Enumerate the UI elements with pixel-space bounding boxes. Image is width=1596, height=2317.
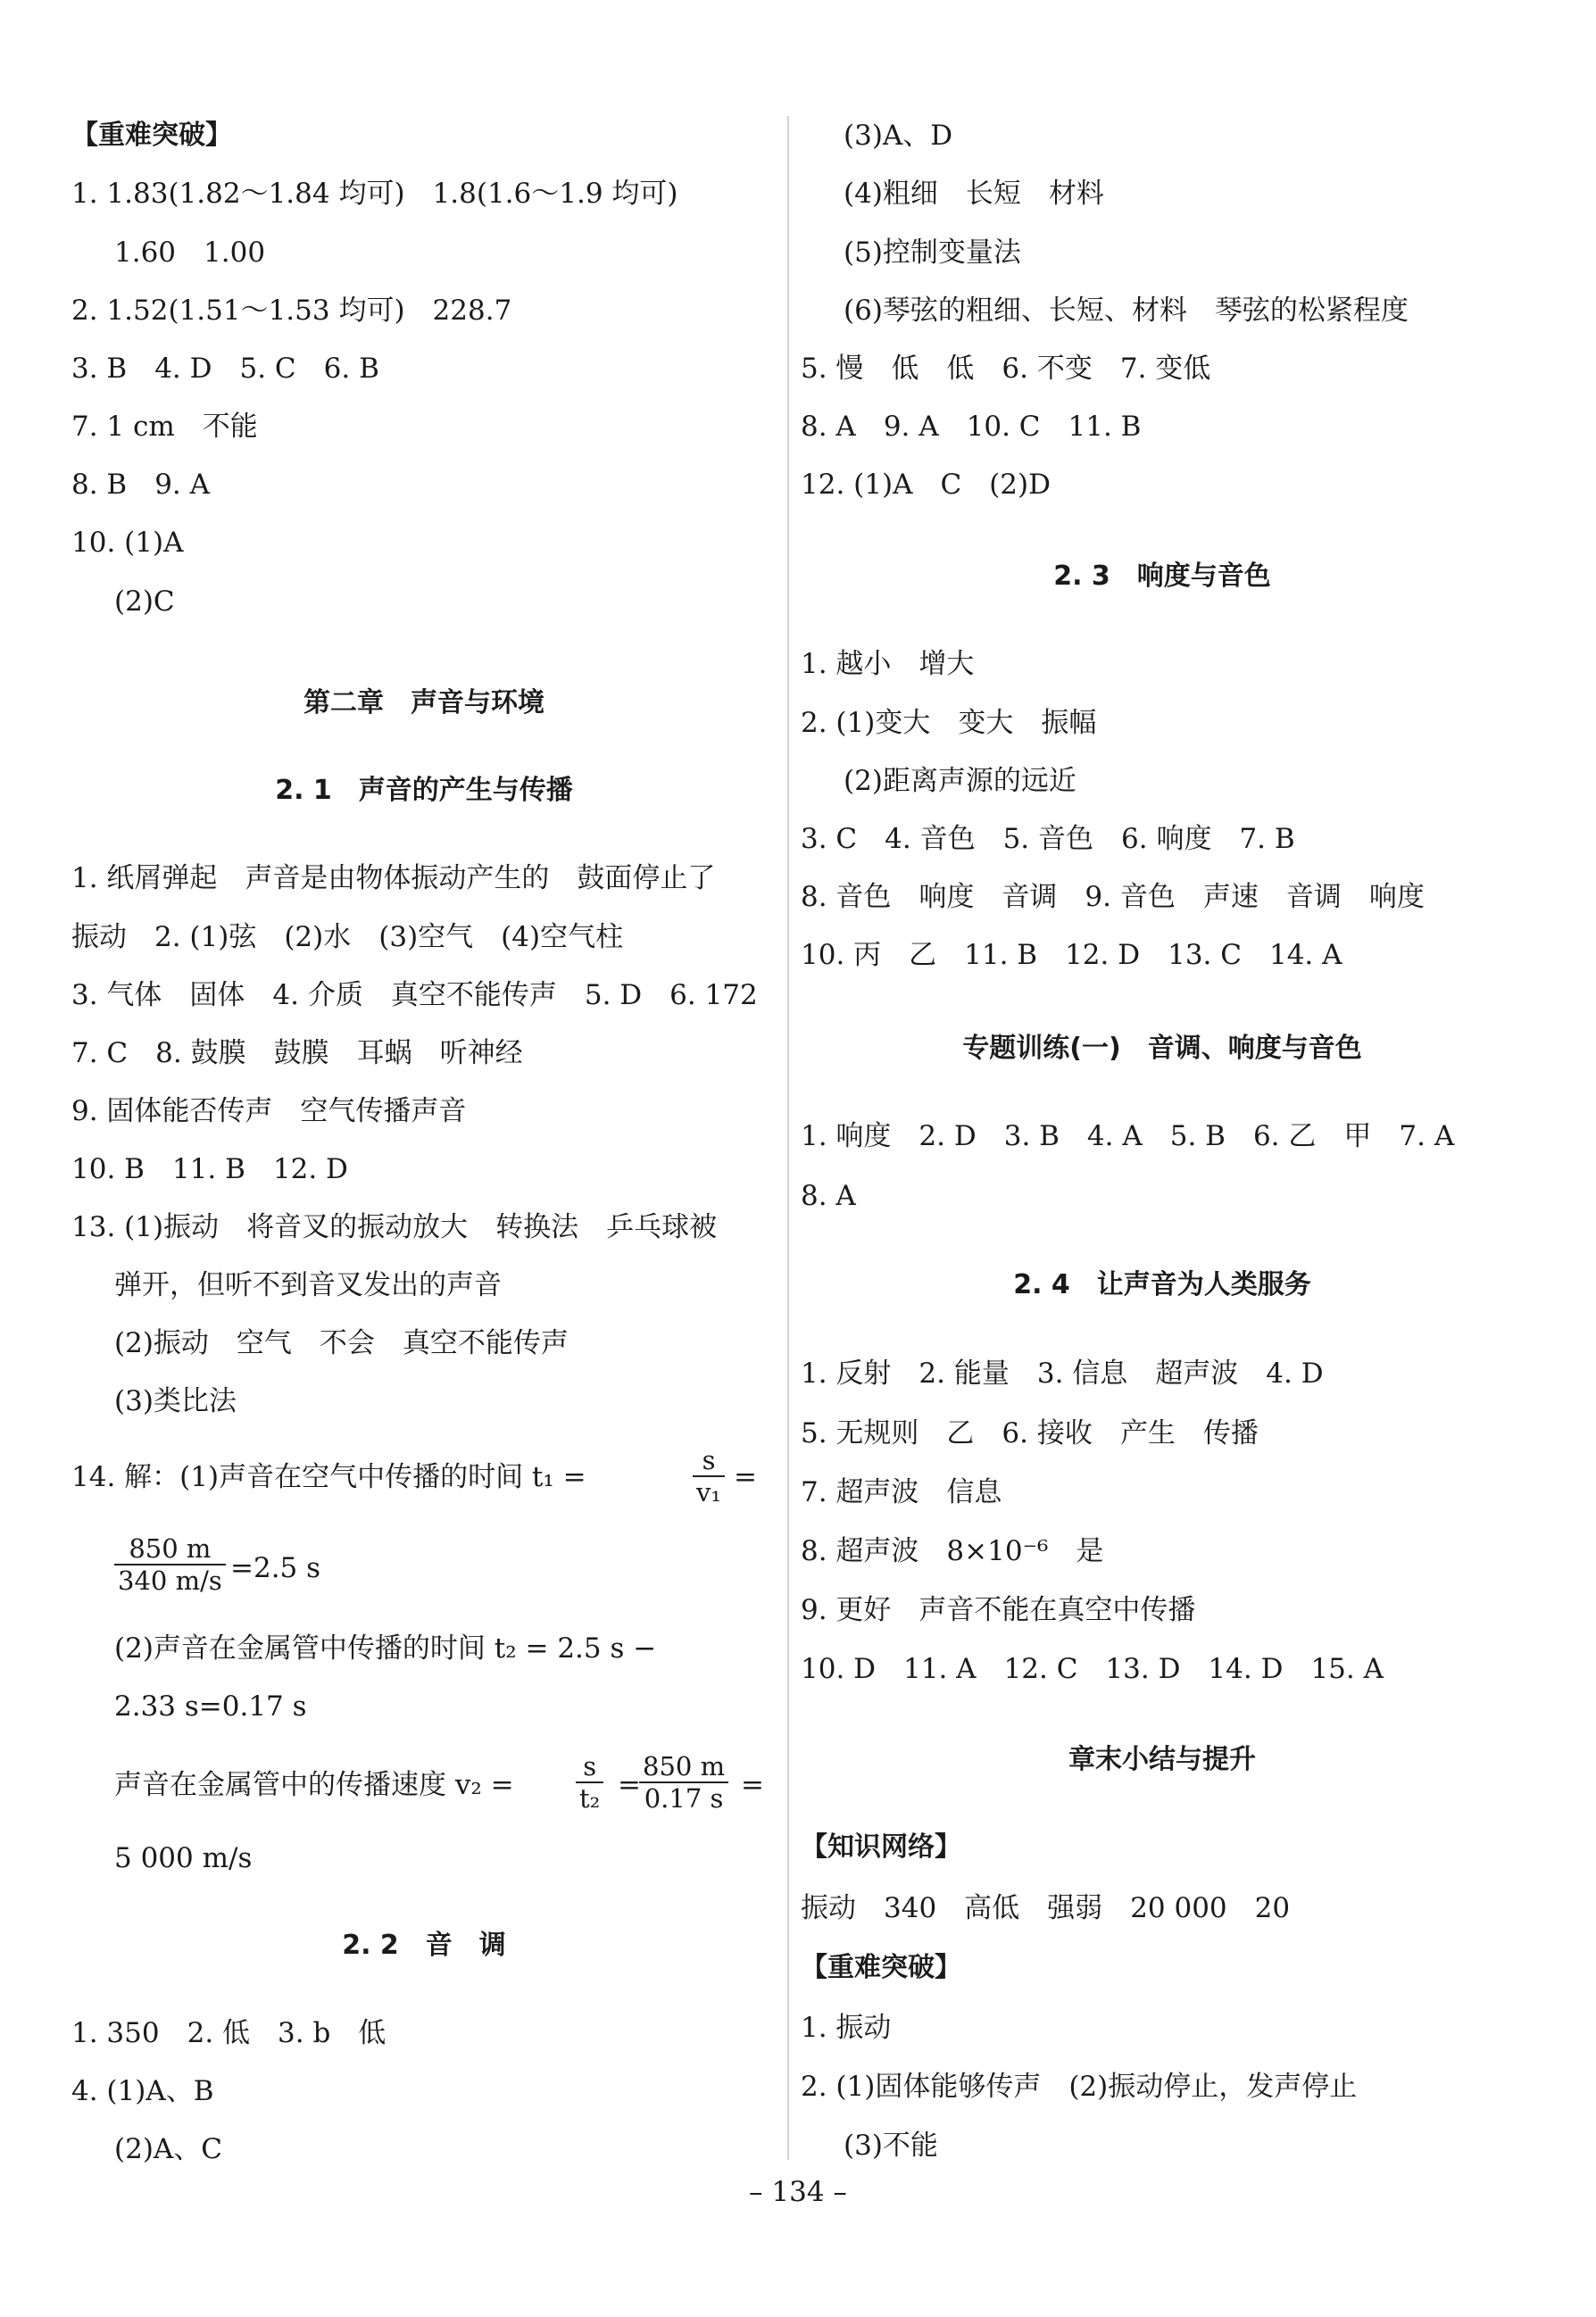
fraction-850m-over-340ms — [114, 1533, 226, 1596]
answer-line: 12. (1)A C (2)D — [801, 469, 1051, 501]
answer-line: 1. 越小 增大 — [801, 648, 975, 680]
answer-line: 10. (1)A — [71, 527, 184, 559]
section-title-special-training: 专题训练(一) 音调、响度与音色 — [962, 1033, 1362, 1064]
answer-line: 10. 丙 乙 11. B 12. D 13. C 14. A — [801, 939, 1342, 971]
answer-line: 1. 纸屑弹起 声音是由物体振动产生的 鼓面停止了 — [71, 862, 716, 894]
fraction-denominator: 0.17 s — [644, 1783, 724, 1814]
fraction-denominator: 340 m/s — [118, 1565, 222, 1596]
answer-line: (3)A、D — [844, 120, 953, 152]
answer-line: 声音在金属管中的传播速度 v₂ = — [114, 1769, 514, 1801]
answer-line: 1. 振动 — [801, 2012, 892, 2044]
answer-line: (2)声音在金属管中传播的时间 t₂ = 2.5 s − — [114, 1632, 657, 1665]
answer-line: (3)类比法 — [114, 1385, 237, 1417]
heading-key-difficulties: 【重难突破】 — [801, 1952, 961, 1983]
fraction-numerator: 850 m — [114, 1533, 226, 1565]
fraction-850m-over-017s — [639, 1751, 728, 1814]
column-divider — [787, 116, 789, 2160]
answer-line: 4. (1)A、B — [71, 2075, 214, 2107]
answer-line: 振动 340 高低 强弱 20 000 20 — [801, 1892, 1291, 1924]
answer-line: (5)控制变量法 — [844, 237, 1021, 269]
answer-line: 2.33 s=0.17 s — [114, 1690, 307, 1723]
answer-line: (6)琴弦的粗细、长短、材料 琴弦的松紧程度 — [844, 295, 1409, 327]
answer-line: 7. C 8. 鼓膜 鼓膜 耳蜗 听神经 — [71, 1037, 523, 1069]
answer-line: 8. A — [801, 1180, 856, 1212]
answer-line: 5. 无规则 乙 6. 接收 产生 传播 — [801, 1417, 1259, 1449]
fraction-numerator: s — [576, 1751, 603, 1783]
heading-knowledge-network: 【知识网络】 — [801, 1831, 961, 1863]
answer-line: 3. C 4. 音色 5. 音色 6. 响度 7. B — [801, 823, 1295, 855]
answer-line: 弹开，但听不到音叉发出的声音 — [114, 1269, 502, 1301]
answer-line: 1. 350 2. 低 3. b 低 — [71, 2017, 387, 2049]
section-title-2-1: 2. 1 声音的产生与传播 — [275, 775, 573, 806]
result-text: =2.5 s — [230, 1552, 321, 1584]
fraction-numerator: s — [693, 1445, 725, 1477]
answer-line: (4)粗细 长短 材料 — [844, 178, 1104, 210]
answer-line: (2)C — [114, 585, 175, 618]
answer-line: 2. (1)变大 变大 振幅 — [801, 707, 1097, 739]
answer-line: 2. 1.52(1.51～1.53 均可) 228.7 — [71, 295, 512, 327]
section-title-chapter-summary: 章末小结与提升 — [1068, 1744, 1256, 1775]
chapter-title: 第二章 声音与环境 — [303, 687, 544, 718]
fraction-s-over-t2 — [576, 1751, 603, 1814]
equals-sign: = — [734, 1461, 757, 1493]
answer-line: 7. 1 cm 不能 — [71, 411, 258, 443]
fraction-numerator: 850 m — [639, 1751, 728, 1783]
page-number: – 134 – — [749, 2176, 847, 2208]
answer-line: 振动 2. (1)弦 (2)水 (3)空气 (4)空气柱 — [71, 921, 624, 953]
answer-line: 8. 超声波 8×10⁻⁶ 是 — [801, 1535, 1104, 1567]
answer-line: (2)A、C — [114, 2133, 223, 2165]
fraction-s-over-v1 — [693, 1445, 725, 1507]
answer-line: (2)距离声源的远近 — [844, 765, 1076, 797]
answer-line: 1. 1.83(1.82～1.84 均可) 1.8(1.6～1.9 均可) — [71, 178, 678, 210]
answer-line: 2. (1)固体能够传声 (2)振动停止，发声停止 — [801, 2071, 1358, 2103]
equals-sign: = — [618, 1769, 641, 1801]
answer-line: 9. 固体能否传声 空气传播声音 — [71, 1095, 467, 1127]
fraction-denominator: t₂ — [579, 1783, 601, 1814]
answer-line: (3)不能 — [844, 2130, 938, 2162]
answer-line: 8. B 9. A — [71, 469, 211, 501]
equals-sign: = — [741, 1769, 764, 1801]
section-title-2-2: 2. 2 音 调 — [342, 1930, 506, 1961]
answer-line: 5. 慢 低 低 6. 不变 7. 变低 — [801, 353, 1211, 385]
answer-line: 10. B 11. B 12. D — [71, 1153, 348, 1185]
answer-line: 13. (1)振动 将音叉的振动放大 转换法 乒乓球被 — [71, 1211, 718, 1243]
section-title-2-3: 2. 3 响度与音色 — [1053, 561, 1271, 592]
answer-line: 8. A 9. A 10. C 11. B — [801, 411, 1142, 443]
answer-line: 3. 气体 固体 4. 介质 真空不能传声 5. D 6. 172 — [71, 979, 758, 1011]
section-title-2-4: 2. 4 让声音为人类服务 — [1013, 1269, 1311, 1300]
answer-line: 9. 更好 声音不能在真空中传播 — [801, 1594, 1196, 1626]
answer-line: 8. 音色 响度 音调 9. 音色 声速 音调 响度 — [801, 881, 1425, 913]
answer-line: 10. D 11. A 12. C 13. D 14. D 15. A — [801, 1653, 1384, 1685]
answer-line: 7. 超声波 信息 — [801, 1476, 1002, 1508]
answer-line: 1. 响度 2. D 3. B 4. A 5. B 6. 乙 甲 7. A — [801, 1120, 1455, 1152]
answer-line: 3. B 4. D 5. C 6. B — [71, 353, 379, 385]
answer-line-q14: 14. 解：(1)声音在空气中传播的时间 t₁ = — [71, 1461, 586, 1493]
answer-line: (2)振动 空气 不会 真空不能传声 — [114, 1327, 569, 1359]
answer-line: 1.60 1.00 — [114, 237, 266, 269]
heading-key-difficulties: 【重难突破】 — [71, 120, 232, 151]
answer-line: 1. 反射 2. 能量 3. 信息 超声波 4. D — [801, 1358, 1324, 1390]
fraction-denominator: v₁ — [696, 1477, 722, 1507]
answer-line: 5 000 m/s — [114, 1842, 253, 1874]
